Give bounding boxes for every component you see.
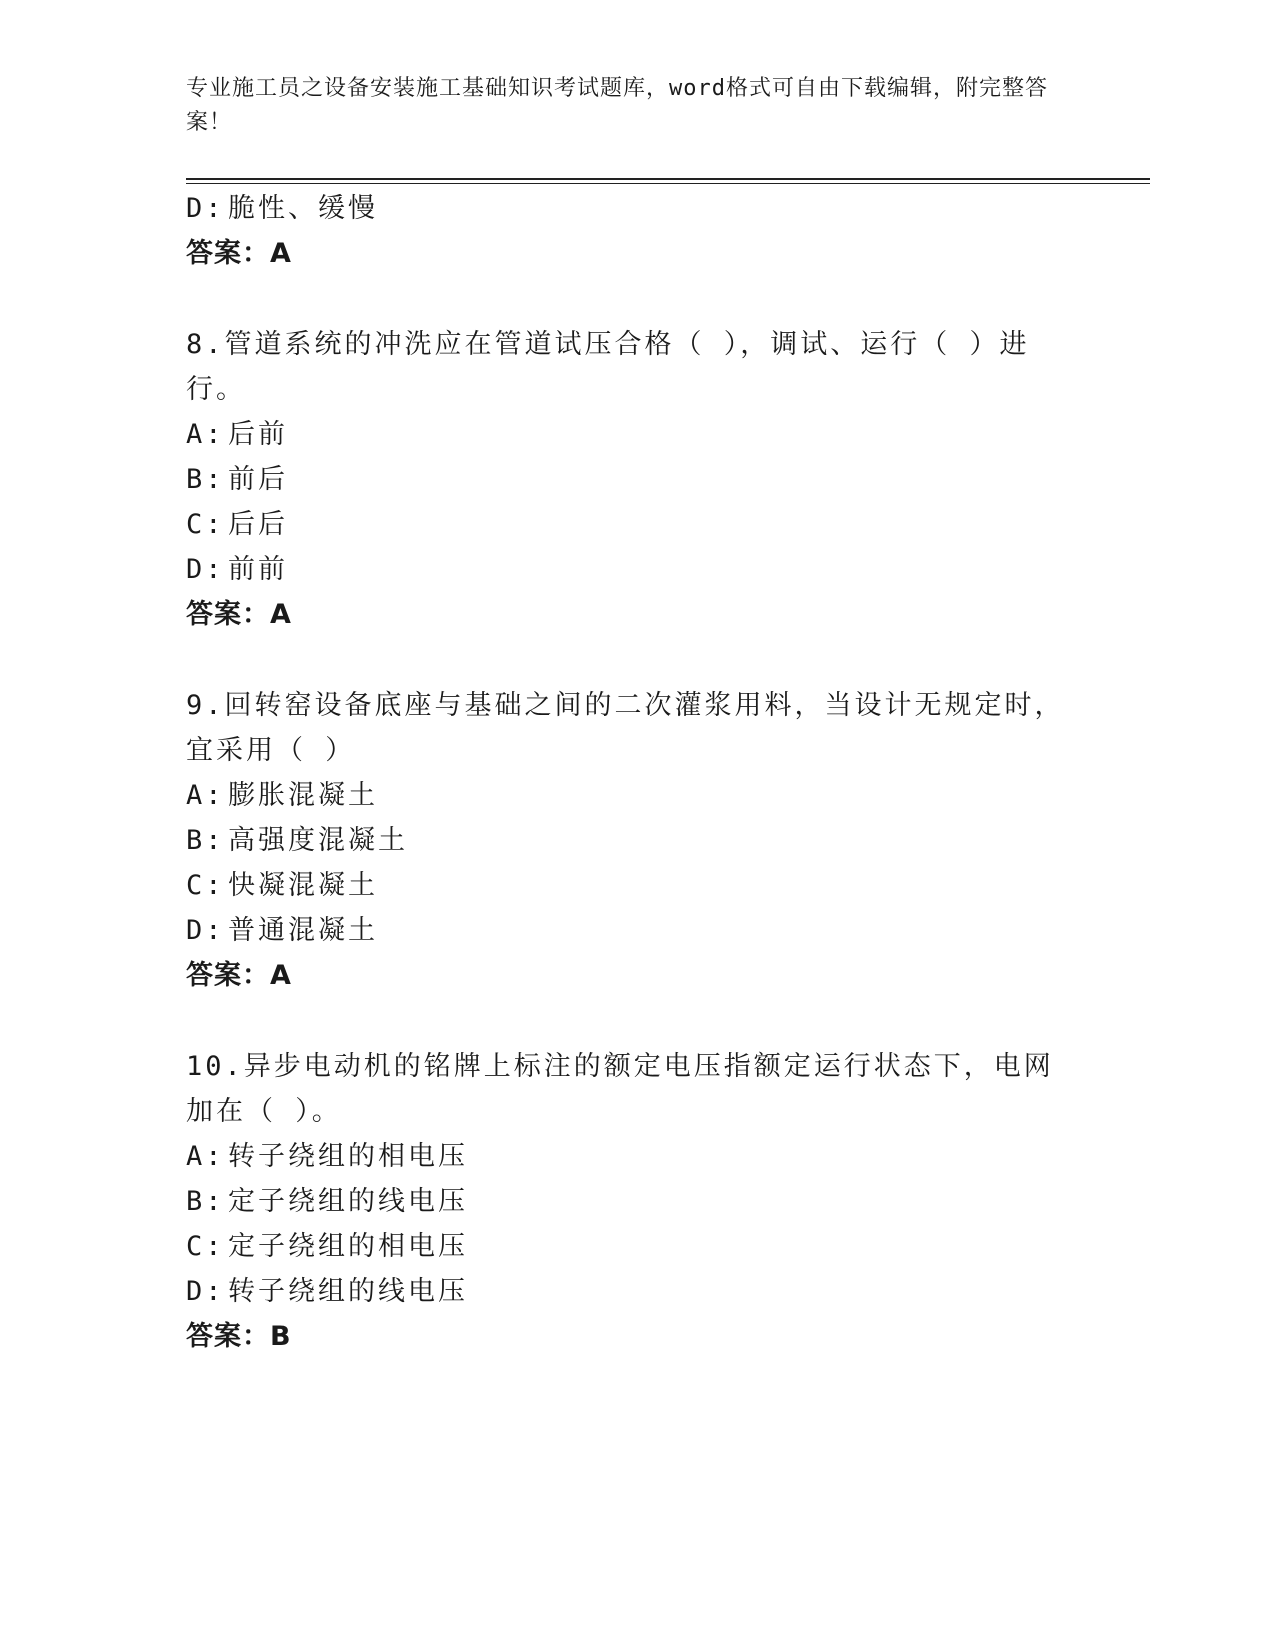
option-text: 后后 (228, 509, 288, 540)
answer-line (186, 1314, 1086, 1359)
answer-label: 答案： (186, 960, 270, 991)
spacer (186, 276, 1086, 322)
option-text: 后前 (228, 419, 288, 450)
question-list (186, 186, 1086, 1359)
question-text: 8.管道系统的冲洗应在管道试压合格（ ），调试、运行（ ）进行。 (186, 329, 1030, 405)
answer-label: 答案： (186, 1321, 270, 1352)
option-item (186, 1224, 1086, 1269)
option-text: 转子绕组的相电压 (228, 1141, 468, 1172)
option-key: C: (186, 870, 225, 901)
spacer (186, 998, 1086, 1044)
option-key: C: (186, 509, 225, 540)
answer-value: A (270, 238, 292, 269)
answer-value: B (270, 1321, 292, 1352)
answer-label: 答案： (186, 599, 270, 630)
header-divider (186, 178, 1150, 184)
option-key: D: (186, 193, 225, 224)
option-key: D: (186, 915, 225, 946)
option-text: 普通混凝土 (228, 915, 378, 946)
answer-value: A (270, 599, 292, 630)
option-item (186, 1134, 1086, 1179)
option-item (186, 773, 1086, 818)
option-item (186, 502, 1086, 547)
option-key: D: (186, 1276, 225, 1307)
option-item (186, 186, 1086, 231)
option-text: 快凝混凝土 (228, 870, 378, 901)
option-text: 膨胀混凝土 (228, 780, 378, 811)
option-text: 前前 (228, 554, 288, 585)
answer-line (186, 953, 1086, 998)
spacer (186, 637, 1086, 683)
document-header: 专业施工员之设备安装施工基础知识考试题库，word格式可自由下载编辑，附完整答案！ (186, 76, 1048, 135)
option-key: B: (186, 1186, 225, 1217)
option-text: 转子绕组的线电压 (228, 1276, 468, 1307)
option-text: 高强度混凝土 (228, 825, 408, 856)
answer-label: 答案： (186, 238, 270, 269)
option-key: B: (186, 825, 225, 856)
option-key: A: (186, 780, 225, 811)
option-item (186, 863, 1086, 908)
option-item (186, 1269, 1086, 1314)
option-item (186, 547, 1086, 592)
option-text: 定子绕组的线电压 (228, 1186, 468, 1217)
option-key: D: (186, 554, 225, 585)
answer-line (186, 231, 1086, 276)
option-text: 定子绕组的相电压 (228, 1231, 468, 1262)
option-item (186, 1179, 1086, 1224)
option-item (186, 818, 1086, 863)
option-item (186, 412, 1086, 457)
question-text: 10.异步电动机的铭牌上标注的额定电压指额定运行状态下，电网加在（ ）。 (186, 1051, 1054, 1127)
option-key: A: (186, 419, 225, 450)
answer-value: A (270, 960, 292, 991)
option-key: C: (186, 1231, 225, 1262)
answer-line (186, 592, 1086, 637)
option-text: 前后 (228, 464, 288, 495)
question-text: 9.回转窑设备底座与基础之间的二次灌浆用料，当设计无规定时，宜采用（ ） (186, 690, 1065, 766)
option-key: B: (186, 464, 225, 495)
option-item (186, 908, 1086, 953)
option-key: A: (186, 1141, 225, 1172)
option-text: 脆性、缓慢 (228, 193, 378, 224)
option-item (186, 457, 1086, 502)
